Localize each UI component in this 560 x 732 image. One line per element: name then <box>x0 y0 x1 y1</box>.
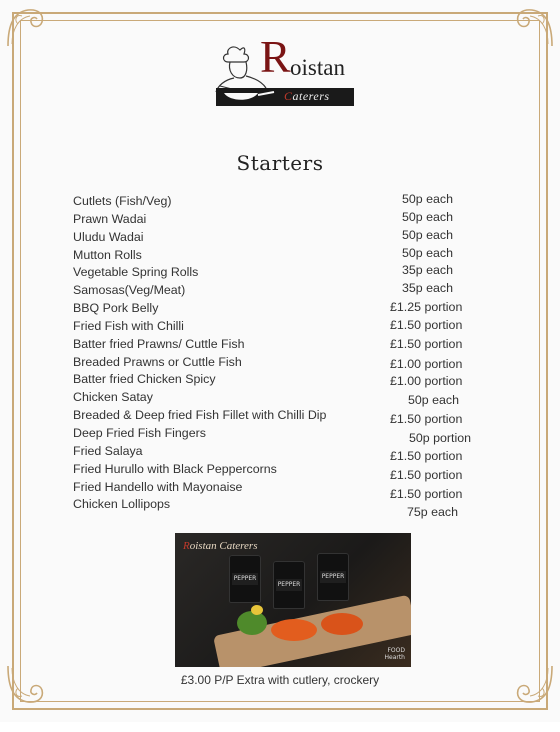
extras-note: £3.00 P/P Extra with cutlery, crockery <box>180 673 380 687</box>
menu-item-price: £1.50 portion <box>390 317 463 332</box>
photo-brand-text: Roistan Caterers <box>183 540 258 552</box>
menu-row <box>73 300 493 318</box>
menu-item-price: £1.00 portion <box>390 374 463 389</box>
menu-row <box>73 389 493 407</box>
menu-item-price: 50p each <box>408 393 459 408</box>
menu-item-name: Batter fried Prawns/ Cuttle Fish <box>73 336 245 351</box>
menu-item-price: £1.25 portion <box>390 300 463 315</box>
menu-item-name: Breaded Prawns or Cuttle Fish <box>73 354 242 369</box>
food-photo <box>175 533 411 667</box>
pepper-jar <box>317 553 349 601</box>
menu-item-price: £1.50 portion <box>390 486 463 501</box>
menu-row <box>73 461 493 482</box>
menu-row <box>73 354 493 372</box>
menu-row <box>73 479 493 501</box>
menu-item-name: Chicken Lollipops <box>73 497 171 512</box>
roistan-logo <box>210 31 356 108</box>
pepper-jar <box>229 555 261 603</box>
menu-row <box>73 407 493 425</box>
menu-item-price: 50p each <box>402 209 453 224</box>
menu-item-price: £1.50 portion <box>390 336 463 351</box>
menu-item-price: £1.50 portion <box>390 467 463 482</box>
menu-row <box>73 336 493 354</box>
corner-ornament-icon <box>510 4 556 50</box>
menu-item-price: £1.00 portion <box>390 356 463 371</box>
menu-row <box>73 318 493 336</box>
salad-garnish <box>237 611 267 635</box>
menu-item-name: Fried Fish with Chilli <box>73 318 184 333</box>
menu-item-price: 50p portion <box>409 430 472 445</box>
menu-row <box>73 282 493 300</box>
pepper-jar <box>273 561 305 609</box>
menu-row <box>73 443 493 461</box>
croquette <box>321 613 363 635</box>
menu-item-name: Batter fried Chicken Spicy <box>73 372 216 387</box>
menu-item-price: 35p each <box>402 281 453 296</box>
logo-initial: R <box>260 31 291 82</box>
logo-subtitle: Caterers <box>284 89 330 103</box>
menu-item-price: 35p each <box>402 263 453 278</box>
corner-ornament-icon <box>4 4 50 50</box>
menu-item-name: Fried Handello with Mayonaise <box>73 479 243 494</box>
menu-item-name: BBQ Pork Belly <box>73 301 159 316</box>
starters-list <box>73 192 493 520</box>
menu-item-name: Prawn Wadai <box>73 211 147 226</box>
menu-item-name: Vegetable Spring Rolls <box>73 265 199 280</box>
menu-item-price: 50p each <box>402 227 453 242</box>
menu-item-name: Chicken Satay <box>73 390 153 405</box>
menu-item-name: Fried Salaya <box>73 443 143 458</box>
photo-credit: FOOD Hearth <box>384 646 405 661</box>
jar-label: PEPPER <box>276 579 302 591</box>
jar-label: PEPPER <box>232 573 258 585</box>
menu-row <box>73 425 493 443</box>
menu-item-name: Deep Fried Fish Fingers <box>73 425 206 440</box>
menu-item-name: Mutton Rolls <box>73 247 142 262</box>
pan-icon <box>222 90 276 104</box>
section-title: Starters <box>236 151 324 175</box>
menu-item-price: 50p each <box>402 245 453 260</box>
menu-item-price: £1.50 portion <box>390 448 463 463</box>
menu-item-name: Breaded & Deep fried Fish Fillet with Chilli Dip <box>73 408 327 423</box>
salad-garnish <box>251 605 263 615</box>
menu-row <box>73 371 493 389</box>
menu-item-name: Cutlets (Fish/Veg) <box>73 194 172 208</box>
croquette <box>271 619 317 641</box>
menu-item-name: Uludu Wadai <box>73 229 144 244</box>
menu-item-price: £1.50 portion <box>390 412 463 427</box>
menu-row <box>73 496 493 520</box>
jar-label: PEPPER <box>320 571 346 583</box>
menu-item-name: Fried Hurullo with Black Peppercorns <box>73 461 277 476</box>
menu-item-name: Samosas(Veg/Meat) <box>73 283 186 298</box>
menu-item-price: 75p each <box>407 505 458 520</box>
menu-item-price: 50p each <box>402 192 453 206</box>
logo-name: oistan <box>290 55 345 80</box>
